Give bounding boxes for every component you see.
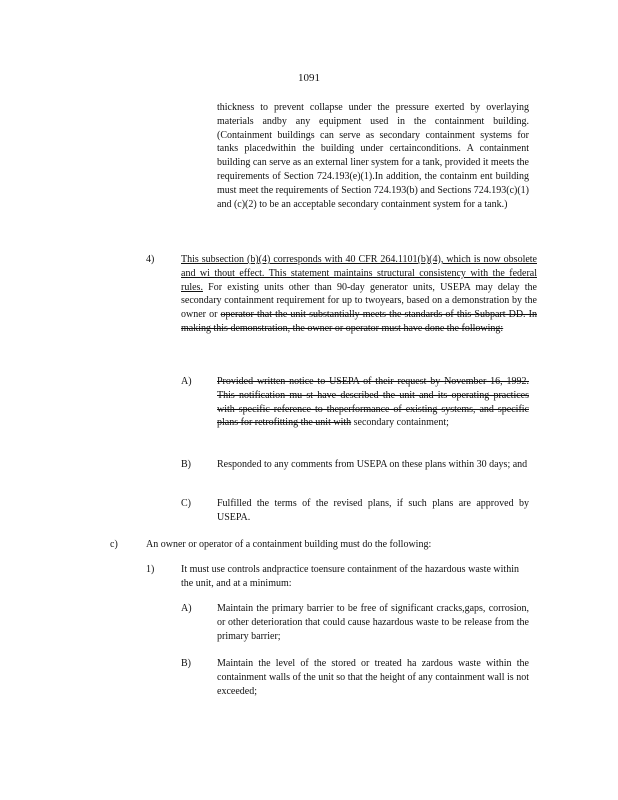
item-c1-marker: 1) bbox=[146, 564, 155, 575]
item-c1a-text: Maintain the primary barrier to be free of significant cracks,gaps, corrosion, or other deterioration that could cause hazardous waste to be release from the primary barrier; bbox=[217, 603, 529, 642]
intro-paragraph: thickness to prevent collapse under the pressure exerted by overlaying materials andby any equipment used in the containment building. (Containment buildings can serve as secondary containment systems for tanks placedwithin the building under certainconditions. A containment building can serve as an external liner system for a tank, provided it meets the requirements of Section 724.193(e)(1).In addition, the containm ent building must meet the requirements of Section 724.193(b) and Sections 724.193(c)(1) and (c)(2) to be an acceptable secondary containment system for a tank.) bbox=[217, 102, 529, 210]
item-c1a-marker: A) bbox=[181, 603, 192, 614]
page-number: 1091 bbox=[298, 72, 320, 84]
item-4a-marker: A) bbox=[181, 376, 192, 387]
item-4c-text: Fulfilled the terms of the revised plans, if such plans are approved by USEPA. bbox=[217, 498, 529, 523]
item-4-marker: 4) bbox=[146, 254, 155, 265]
item-4-plain-text: For existing units other than 90-day generator units, USEPA may delay the secondary containment requirement for up to twoyears, based on a demonstration by the owner or bbox=[181, 281, 537, 321]
section-c-marker: c) bbox=[110, 539, 118, 550]
item-c1b-text: Maintain the level of the stored or treated ha zardous waste within the containment walls of the unit so that the height of any containment wall is not exceeded; bbox=[217, 658, 529, 697]
item-4a-struck-text: Provided written notice to USEPA of their request by November 16, 1992. This notification mu st have described the unit and its operating practices with specific reference to theperformance of existing systems, and specific plans for retrofitting the unit with bbox=[217, 376, 529, 429]
item-c1b-marker: B) bbox=[181, 658, 191, 669]
item-c1-text: It must use controls andpractice toensure containment of the hazardous waste within the unit, and at a minimum: bbox=[181, 564, 519, 589]
section-c-text: An owner or operator of a containment building must do the following: bbox=[146, 539, 432, 550]
item-4-paragraph bbox=[181, 253, 537, 336]
item-4c-marker: C) bbox=[181, 498, 191, 509]
item-4-underlined-text: This subsection (b)(4) corresponds with 40 CFR 264.1101(b)(4), which is now obsolete and wi thout effect. This statement maintains structural consistency with the federal rules. bbox=[181, 254, 537, 293]
item-4b-marker: B) bbox=[181, 459, 191, 470]
item-4-struck-text: operator that the unit substantially meets the standards of this Subpart DD. In making this demonstration, the owner or operator must have done the following: bbox=[181, 309, 537, 334]
item-4a-plain-text: secondary containment; bbox=[351, 417, 449, 429]
item-4a-paragraph bbox=[217, 375, 529, 430]
item-4b-text: Responded to any comments from USEPA on these plans within 30 days; and bbox=[217, 459, 528, 470]
